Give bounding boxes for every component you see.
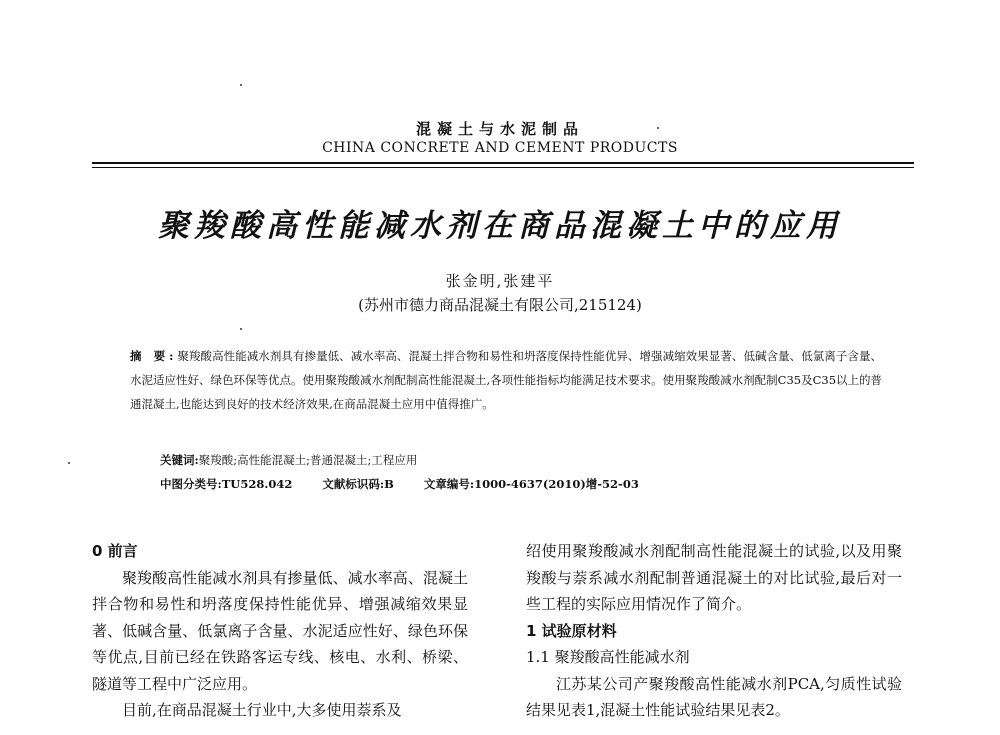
paragraph: 江苏某公司产聚羧酸高性能减水剂PCA,匀质性试验结果见表1,混凝土性能试验结果见表2。 [526, 674, 902, 719]
article-number: 文章编号:1000-4637(2010)增-52-03 [423, 477, 639, 491]
abstract [130, 344, 882, 416]
paragraph: 目前,在商品混凝土行业中,大多使用萘系及 [122, 701, 402, 719]
keywords-label: 关键词: [160, 453, 199, 467]
section-heading-preface: 0 前言 [92, 542, 138, 560]
journal-name-en: CHINA CONCRETE AND CEMENT PRODUCTS [322, 140, 678, 156]
header-rule-thin [92, 167, 914, 168]
abstract-label: 摘 要: [130, 349, 178, 363]
scan-speck [68, 462, 70, 464]
abstract-text: 聚羧酸高性能减水剂具有掺量低、减水率高、混凝土拌合物和易性和坍落度保持性能优异、增强减缩效果显著、低碱含量、低氯离子含量、水泥适应性好、绿色环保等优点。使用聚羧酸减水剂配制高性能混凝土,各项性能指标均能满足技术要求。使用聚羧酸减水剂配制C35及C35以上的普通混凝土,也能达到良好的技术经济效果,在商品混凝土应用中值得推广。 [130, 349, 883, 411]
document-code: 文献标识码:B [322, 477, 394, 491]
section-heading-materials: 1 试验原材料 [526, 621, 617, 640]
keywords [160, 452, 417, 468]
body-right-column [526, 538, 902, 724]
journal-name-cn: 混凝土与水泥制品 [415, 120, 584, 138]
article-title: 聚羧酸高性能减水剂在商品混凝土中的应用 [158, 208, 842, 244]
scan-speck [240, 328, 242, 330]
authors: 张金明,张建平 [445, 272, 555, 290]
classification-line [160, 476, 665, 492]
scan-speck [657, 127, 659, 129]
keywords-text: 聚羧酸;高性能混凝土;普通混凝土;工程应用 [198, 453, 418, 467]
scan-speck [240, 84, 242, 86]
paragraph: 聚羧酸高性能减水剂具有掺量低、减水率高、混凝土拌合物和易性和坍落度保持性能优异、增强减缩效果显著、低碱含量、低氯离子含量、水泥适应性好、绿色环保等优点,目前已经在铁路客运专线、核电、水利、桥梁、隧道等工程中广泛应用。 [92, 568, 468, 693]
class-number: 中图分类号:TU528.042 [160, 477, 293, 491]
body-left-column [92, 538, 468, 724]
header-rule-thick [92, 162, 914, 164]
paragraph: 绍使用聚羧酸减水剂配制高性能混凝土的试验,以及用聚羧酸与萘系减水剂配制普通混凝土的对比试验,最后对一些工程的实际应用情况作了简介。 [526, 542, 902, 613]
affiliation: (苏州市德力商品混凝土有限公司,215124) [358, 296, 642, 314]
subsection-heading: 1.1 聚羧酸高性能减水剂 [526, 648, 690, 666]
